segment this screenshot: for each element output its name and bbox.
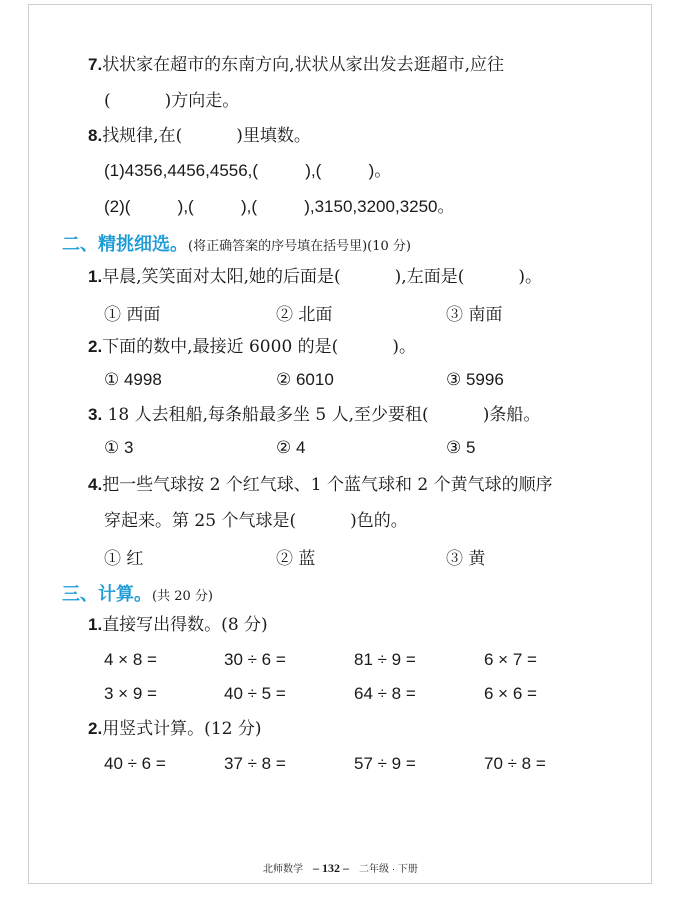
section-note: (共 20 分)	[152, 589, 213, 604]
section-title: 三、计算。	[62, 584, 152, 605]
question-number: 3.	[88, 405, 103, 424]
question-7-answer-line: ( )方向走。	[104, 91, 240, 111]
footer-grade: 二年级 · 下册	[359, 864, 418, 875]
question-text: 下面的数中,最接近 6000 的是( )。	[102, 337, 416, 357]
s3-question-1	[88, 614, 268, 636]
option-b: ② 蓝	[276, 549, 316, 569]
question-text: 直接写出得数。(8 分)	[102, 615, 268, 635]
calc-item: 57 ÷ 9 =	[354, 754, 416, 773]
s2-question-4-line-2: 穿起来。第 25 个气球是( )色的。	[104, 511, 408, 531]
option-b: ② 6010	[276, 370, 334, 389]
option-c: ③ 5	[446, 438, 476, 457]
option-a: ① 4998	[104, 370, 162, 389]
question-text: 找规律,在( )里填数。	[102, 126, 311, 146]
option-a: ① 3	[104, 438, 134, 457]
question-number: 1.	[88, 615, 103, 634]
option-a: ① 红	[104, 549, 144, 569]
option-b: ② 4	[276, 438, 306, 457]
calc-item: 30 ÷ 6 =	[224, 650, 286, 669]
calc-item: 3 × 9 =	[104, 684, 157, 703]
calc-item: 4 × 8 =	[104, 650, 157, 669]
calc-item: 81 ÷ 9 =	[354, 650, 416, 669]
section-note: (将正确答案的序号填在括号里)(10 分)	[188, 239, 411, 254]
s2-question-2	[88, 336, 416, 358]
calc-item: 40 ÷ 6 =	[104, 754, 166, 773]
footer-book-title: 北师数学	[263, 864, 304, 875]
s2-question-3	[88, 404, 540, 426]
question-number: 2.	[88, 337, 103, 356]
s2-question-1	[88, 266, 542, 288]
question-number: 7.	[88, 55, 103, 74]
calc-item: 64 ÷ 8 =	[354, 684, 416, 703]
section-3-heading	[62, 580, 213, 606]
option-c: ③ 黄	[446, 549, 486, 569]
section-2-heading	[62, 230, 411, 256]
question-number: 4.	[88, 475, 103, 494]
calc-item: 70 ÷ 8 =	[484, 754, 546, 773]
question-8-part-1: (1)4356,4456,4556,( ),( )。	[104, 161, 392, 180]
option-b: ② 北面	[276, 305, 333, 325]
calc-item: 37 ÷ 8 =	[224, 754, 286, 773]
section-title: 二、精挑细选。	[62, 234, 188, 255]
option-c: ③ 南面	[446, 305, 503, 325]
calc-item: 6 × 6 =	[484, 684, 537, 703]
question-text: 状状家在超市的东南方向,状状从家出发去逛超市,应往	[102, 55, 504, 75]
question-number: 8.	[88, 126, 103, 145]
question-number: 1.	[88, 267, 103, 286]
s3-question-2	[88, 718, 262, 740]
option-a: ① 西面	[104, 305, 161, 325]
page-footer	[0, 860, 681, 876]
calc-item: 6 × 7 =	[484, 650, 537, 669]
question-text: 用竖式计算。(12 分)	[102, 719, 262, 739]
question-8	[88, 125, 311, 147]
question-8-part-2: (2)( ),( ),( ),3150,3200,3250。	[104, 197, 455, 216]
s2-question-4	[88, 474, 553, 496]
question-text: 18 人去租船,每条船最多坐 5 人,至少要租( )条船。	[102, 405, 541, 425]
question-number: 2.	[88, 719, 103, 738]
page-number: – 132 –	[313, 861, 350, 875]
option-c: ③ 5996	[446, 370, 504, 389]
calc-item: 40 ÷ 5 =	[224, 684, 286, 703]
question-text: 早晨,笑笑面对太阳,她的后面是( ),左面是( )。	[102, 267, 543, 287]
question-text: 把一些气球按 2 个红气球、1 个蓝气球和 2 个黄气球的顺序	[102, 475, 553, 495]
question-7	[88, 54, 504, 76]
